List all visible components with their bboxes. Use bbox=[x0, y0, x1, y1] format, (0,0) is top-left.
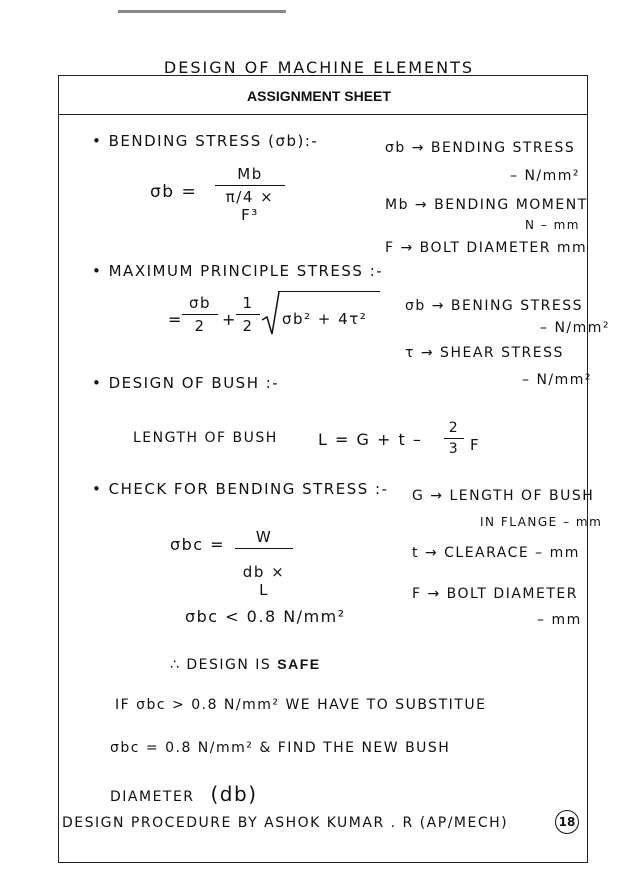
if-line: IF σbc > 0.8 N/mm² WE HAVE TO SUBSTITUE bbox=[115, 697, 487, 713]
bending-def-sigma-unit: – N/mm² bbox=[510, 168, 581, 184]
maxp-frac1-den: 2 bbox=[194, 317, 206, 335]
diameter-symbol: (db) bbox=[210, 782, 258, 806]
maxp-heading: • MAXIMUM PRINCIPLE STRESS :- bbox=[92, 262, 384, 280]
maxp-plus: + bbox=[222, 310, 237, 329]
maxp-def-tau-unit: – N/mm² bbox=[522, 372, 593, 388]
maxp-frac1-num: σb bbox=[182, 294, 218, 315]
bending-numerator: Mb bbox=[215, 165, 285, 186]
sqrt-bar bbox=[278, 291, 380, 292]
maxp-frac2-den: 2 bbox=[242, 317, 254, 335]
page-number: 18 bbox=[555, 810, 579, 834]
maxp-def-sigma: σb → BENING STRESS bbox=[405, 298, 583, 314]
check-inequality: σbc < 0.8 N/mm² bbox=[185, 607, 346, 626]
bush-length-label: LENGTH OF BUSH bbox=[133, 430, 278, 446]
bush-tail: F bbox=[470, 436, 481, 454]
check-heading: • CHECK FOR BENDING STRESS :- bbox=[92, 480, 389, 498]
check-numerator: W bbox=[235, 528, 293, 549]
bending-def-moment: Mb → BENDING MOMENT bbox=[385, 197, 588, 213]
check-denominator: db × L bbox=[242, 563, 286, 599]
maxp-eq-prefix: = bbox=[168, 310, 183, 329]
bending-lhs: σb = bbox=[150, 182, 198, 202]
assignment-header: ASSIGNMENT SHEET bbox=[247, 88, 391, 104]
check-fraction bbox=[235, 528, 293, 599]
sqrt-sign bbox=[260, 290, 280, 336]
maxp-def-sigma-unit: – N/mm² bbox=[540, 320, 611, 336]
check-def-f: F → BOLT DIAMETER bbox=[412, 586, 578, 602]
bending-heading: • BENDING STRESS (σb):- bbox=[92, 132, 319, 150]
safe-word: SAFE bbox=[277, 656, 321, 672]
maxp-frac1 bbox=[182, 294, 218, 335]
check-def-t: t → CLEARACE – mm bbox=[412, 545, 580, 561]
substitute-line: σbc = 0.8 N/mm² & FIND THE NEW BUSH bbox=[110, 740, 451, 756]
bush-equation: L = G + t – bbox=[318, 430, 423, 449]
check-def-g-cont: IN FLANGE – mm bbox=[480, 515, 603, 529]
diameter-label: DIAMETER bbox=[110, 789, 195, 805]
check-lhs: σbc = bbox=[170, 535, 226, 554]
bending-def-sigma: σb → BENDING STRESS bbox=[385, 140, 576, 156]
bending-fraction bbox=[215, 165, 285, 224]
maxp-def-tau: τ → SHEAR STRESS bbox=[405, 345, 564, 361]
bush-frac-num: 2 bbox=[444, 420, 464, 439]
page-number-badge bbox=[555, 810, 579, 834]
maxp-radicand: σb² + 4τ² bbox=[282, 310, 368, 328]
check-def-f-unit: – mm bbox=[537, 612, 582, 628]
bending-denominator: π/4 × F³ bbox=[225, 188, 275, 224]
top-rule bbox=[118, 10, 286, 13]
check-def-g: G → LENGTH OF BUSH bbox=[412, 488, 595, 504]
footer-credit: DESIGN PROCEDURE BY ASHOK KUMAR . R (AP/MECH) bbox=[62, 815, 509, 831]
safe-line bbox=[170, 656, 321, 673]
diameter-line bbox=[110, 782, 258, 806]
bending-def-moment-unit: N – mm bbox=[525, 218, 580, 232]
bush-frac-den: 3 bbox=[448, 441, 460, 457]
maxp-frac2 bbox=[236, 294, 260, 335]
page-title: DESIGN OF MACHINE ELEMENTS bbox=[163, 58, 475, 77]
bush-fraction bbox=[444, 420, 464, 457]
bush-heading: • DESIGN OF BUSH :- bbox=[92, 374, 280, 392]
bending-def-diameter: F → BOLT DIAMETER mm bbox=[385, 240, 588, 256]
safe-prefix: ∴ DESIGN IS bbox=[170, 657, 272, 673]
maxp-frac2-num: 1 bbox=[236, 294, 260, 315]
